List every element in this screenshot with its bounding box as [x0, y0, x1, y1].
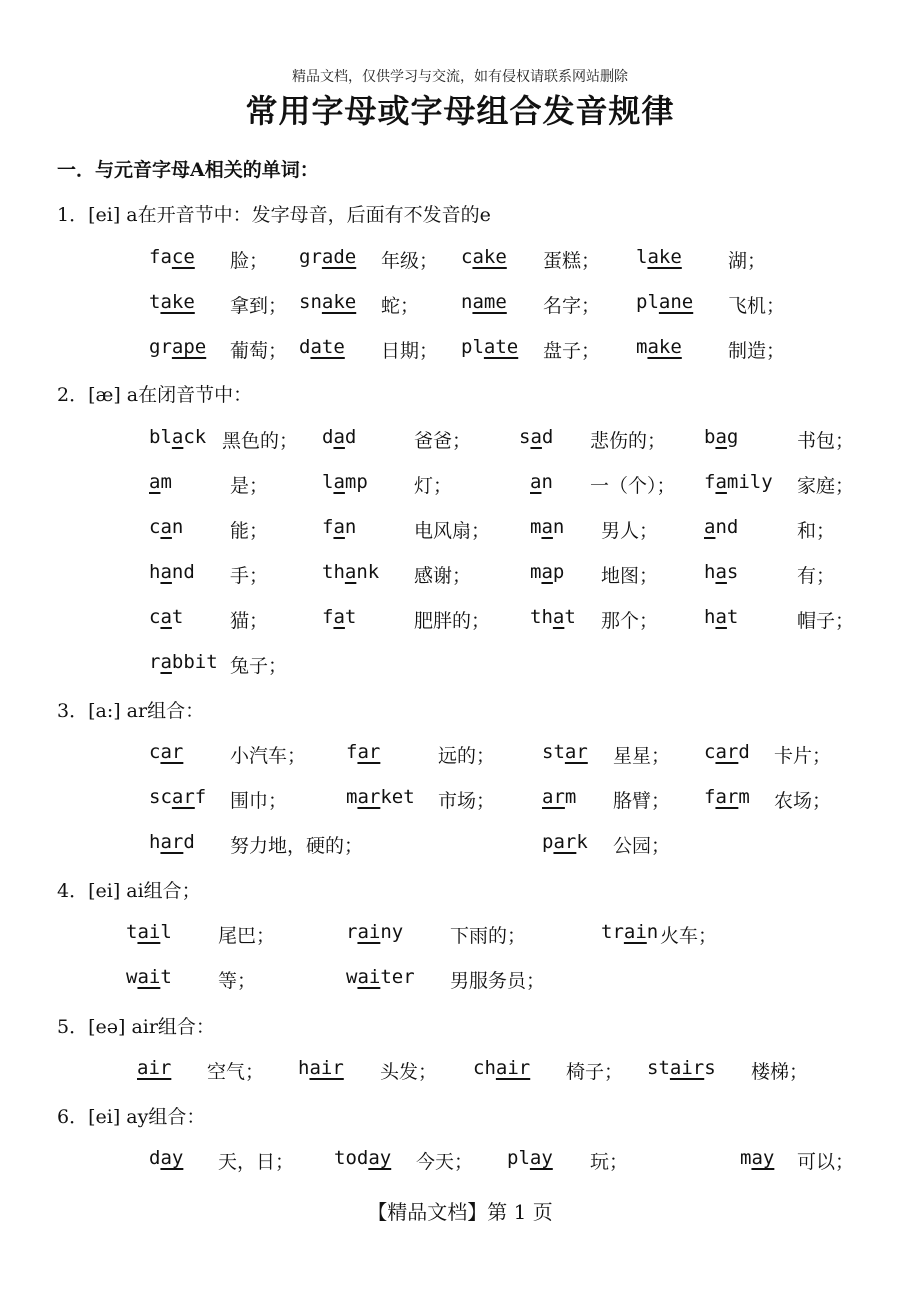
vocab-meaning: 猫；: [230, 610, 269, 632]
vocab-meaning: 玩；: [590, 1151, 629, 1173]
underlined-letters: a: [333, 516, 345, 538]
vocab-meaning: 农场；: [774, 790, 832, 812]
vocab-meaning: 尾巴；: [218, 925, 276, 947]
vocab-word: fan: [322, 516, 357, 538]
vocab-word: plate: [461, 336, 519, 358]
vocab-word: waiter: [346, 966, 415, 988]
underlined-letters: ar: [564, 741, 588, 763]
vocab-meaning: 脸；: [230, 250, 269, 272]
item-heading: 6．[ei] ay组合：: [57, 1106, 206, 1128]
underlined-letters: ai: [137, 966, 161, 988]
vocab-meaning: 葡萄；: [230, 340, 288, 362]
vocab-meaning: 帽子；: [797, 610, 855, 632]
vocab-meaning: 等；: [218, 970, 257, 992]
vocab-word: rabbit: [149, 651, 218, 673]
underlined-letters: ar: [553, 831, 577, 853]
vocab-word: train: [601, 921, 659, 943]
vocab-word: lake: [636, 246, 682, 268]
vocab-word: rainy: [346, 921, 404, 943]
vocab-word: market: [346, 786, 415, 808]
vocab-meaning: 小汽车；: [230, 745, 307, 767]
vocab-word: far: [346, 741, 381, 763]
underlined-letters: ape: [171, 336, 207, 358]
underlined-letters: a: [344, 561, 357, 583]
underlined-letters: a: [530, 426, 542, 448]
underlined-letters: ar: [542, 786, 565, 808]
item-heading: 3．[a:] ar组合：: [57, 700, 205, 722]
vocab-meaning: 手；: [230, 565, 269, 587]
vocab-word: hard: [149, 831, 195, 853]
vocab-word: cake: [461, 246, 507, 268]
vocab-word: am: [149, 471, 172, 493]
vocab-word: card: [704, 741, 750, 763]
vocab-meaning: 蛇；: [381, 295, 420, 317]
vocab-meaning: 肥胖的；: [414, 610, 491, 632]
underlined-letters: air: [137, 1057, 172, 1079]
vocab-word: day: [149, 1147, 184, 1169]
vocab-word: tail: [126, 921, 172, 943]
vocab-word: plane: [636, 291, 694, 313]
vocab-word: today: [334, 1147, 392, 1169]
vocab-word: make: [636, 336, 682, 358]
underlined-letters: ay: [529, 1147, 553, 1169]
underlined-letters: a: [333, 606, 345, 628]
vocab-meaning: 围巾；: [230, 790, 288, 812]
vocab-word: man: [530, 516, 565, 538]
vocab-word: date: [299, 336, 345, 358]
vocab-meaning: 那个；: [601, 610, 659, 632]
vocab-meaning: 兔子；: [230, 655, 288, 677]
page-title: 常用字母或字母组合发音规律: [245, 92, 675, 130]
underlined-letters: a: [160, 606, 172, 628]
underlined-letters: air: [309, 1057, 344, 1079]
underlined-letters: ai: [357, 966, 381, 988]
vocab-meaning: 蛋糕；: [543, 250, 601, 272]
underlined-letters: a: [530, 471, 542, 493]
vocab-meaning: 和；: [797, 520, 836, 542]
vocab-word: farm: [704, 786, 750, 808]
vocab-word: black: [149, 426, 207, 448]
underlined-letters: a: [333, 426, 345, 448]
vocab-word: arm: [542, 786, 577, 808]
underlined-letters: ane: [658, 291, 694, 313]
underlined-letters: a: [541, 561, 553, 583]
underlined-letters: ake: [321, 291, 357, 313]
vocab-meaning: 卡片；: [774, 745, 832, 767]
underlined-letters: a: [715, 426, 727, 448]
vocab-meaning: 胳臂；: [613, 790, 671, 812]
vocab-meaning: 远的；: [438, 745, 496, 767]
vocab-meaning: 男服务员；: [450, 970, 546, 992]
underlined-letters: a: [160, 516, 172, 538]
underlined-letters: a: [160, 561, 172, 583]
item-heading: 2．[æ] a在闭音节中：: [57, 384, 253, 406]
vocab-meaning: 家庭；: [797, 475, 855, 497]
underlined-letters: ake: [472, 246, 507, 268]
underlined-letters: ame: [472, 291, 507, 313]
vocab-meaning: 火车；: [660, 925, 718, 947]
vocab-word: scarf: [149, 786, 207, 808]
vocab-word: cat: [149, 606, 184, 628]
vocab-meaning: 盘子；: [543, 340, 601, 362]
vocab-word: family: [704, 471, 773, 493]
underlined-letters: ar: [357, 741, 381, 763]
vocab-meaning: 天，日；: [218, 1151, 295, 1173]
vocab-meaning: 飞机；: [728, 295, 786, 317]
vocab-word: hair: [298, 1057, 344, 1079]
vocab-word: hand: [149, 561, 195, 583]
vocab-meaning: 下雨的；: [450, 925, 527, 947]
underlined-letters: a: [160, 651, 172, 673]
vocab-meaning: 努力地，硬的；: [230, 835, 364, 857]
underlined-letters: a: [171, 426, 184, 448]
vocab-meaning: 是；: [230, 475, 269, 497]
underlined-letters: a: [333, 471, 345, 493]
vocab-word: take: [149, 291, 195, 313]
underlined-letters: a: [715, 471, 727, 493]
vocab-meaning: 爸爸；: [414, 430, 472, 452]
vocab-word: car: [149, 741, 184, 763]
vocab-word: that: [530, 606, 576, 628]
underlined-letters: ade: [321, 246, 357, 268]
item-heading: 5．[eə] air组合：: [57, 1016, 215, 1038]
vocab-meaning: 可以；: [797, 1151, 855, 1173]
vocab-meaning: 椅子；: [566, 1061, 624, 1083]
vocab-word: play: [507, 1147, 553, 1169]
underlined-letters: ake: [647, 246, 682, 268]
vocab-meaning: 空气；: [207, 1061, 265, 1083]
vocab-meaning: 制造；: [728, 340, 786, 362]
underlined-letters: ar: [160, 831, 184, 853]
underlined-letters: ar: [357, 786, 381, 808]
vocab-word: and: [704, 516, 739, 538]
vocab-word: grade: [299, 246, 357, 268]
vocab-word: snake: [299, 291, 357, 313]
vocab-word: dad: [322, 426, 357, 448]
underlined-letters: air: [669, 1057, 705, 1079]
vocab-meaning: 今天；: [416, 1151, 474, 1173]
vocab-word: has: [704, 561, 739, 583]
underlined-letters: a: [704, 516, 716, 538]
underlined-letters: ai: [623, 921, 647, 943]
vocab-meaning: 年级；: [381, 250, 439, 272]
underlined-letters: ay: [368, 1147, 392, 1169]
vocab-word: wait: [126, 966, 172, 988]
vocab-word: stairs: [647, 1057, 716, 1079]
vocab-meaning: 一（个）；: [590, 475, 676, 497]
vocab-meaning: 灯；: [414, 475, 453, 497]
vocab-meaning: 黑色的；: [222, 430, 299, 452]
vocab-word: sad: [519, 426, 554, 448]
vocab-word: lamp: [322, 471, 368, 493]
underlined-letters: ar: [715, 786, 739, 808]
vocab-word: park: [542, 831, 588, 853]
vocab-word: name: [461, 291, 507, 313]
underlined-letters: ar: [160, 741, 184, 763]
vocab-meaning: 公园；: [613, 835, 671, 857]
underlined-letters: ay: [751, 1147, 775, 1169]
header-note: 精品文档，仅供学习与交流，如有侵权请联系网站删除: [292, 69, 628, 85]
underlined-letters: a: [541, 516, 553, 538]
section-title: 一．与元音字母A相关的单词：: [57, 159, 319, 181]
underlined-letters: ate: [483, 336, 519, 358]
vocab-meaning: 市场；: [438, 790, 496, 812]
vocab-meaning: 头发；: [380, 1061, 438, 1083]
underlined-letters: ai: [357, 921, 381, 943]
vocab-word: star: [542, 741, 588, 763]
vocab-word: can: [149, 516, 184, 538]
vocab-meaning: 悲伤的；: [590, 430, 667, 452]
vocab-meaning: 男人；: [601, 520, 659, 542]
vocab-meaning: 有；: [797, 565, 836, 587]
vocab-word: [137, 1057, 171, 1079]
vocab-meaning: 日期；: [381, 340, 439, 362]
vocab-word: hat: [704, 606, 739, 628]
vocab-word: fat: [322, 606, 357, 628]
vocab-word: an: [530, 471, 553, 493]
vocab-word: may: [740, 1147, 775, 1169]
underlined-letters: a: [715, 606, 727, 628]
underlined-letters: a: [149, 471, 161, 493]
underlined-letters: air: [495, 1057, 531, 1079]
vocab-meaning: 地图；: [601, 565, 659, 587]
vocab-word: face: [149, 246, 195, 268]
underlined-letters: ce: [171, 246, 195, 268]
vocab-meaning: 拿到；: [230, 295, 288, 317]
vocab-word: thank: [322, 561, 380, 583]
underlined-letters: ai: [137, 921, 161, 943]
vocab-word: chair: [473, 1057, 531, 1079]
vocab-meaning: 能；: [230, 520, 269, 542]
underlined-letters: ar: [171, 786, 195, 808]
item-heading: 4．[ei] ai组合；: [57, 880, 201, 902]
item-heading: 1．[ei] a在开音节中：发字母音，后面有不发音的e: [57, 204, 491, 226]
underlined-letters: ake: [647, 336, 682, 358]
vocab-word: grape: [149, 336, 207, 358]
vocab-word: bag: [704, 426, 739, 448]
underlined-letters: ar: [715, 741, 739, 763]
vocab-meaning: 湖；: [728, 250, 767, 272]
vocab-meaning: 电风扇；: [414, 520, 491, 542]
vocab-word: map: [530, 561, 565, 583]
vocab-meaning: 感谢；: [414, 565, 472, 587]
underlined-letters: ake: [160, 291, 195, 313]
underlined-letters: ay: [160, 1147, 184, 1169]
vocab-meaning: 书包；: [797, 430, 855, 452]
underlined-letters: a: [715, 561, 727, 583]
vocab-meaning: 名字；: [543, 295, 601, 317]
page-footer: 【精品文档】第 1 页: [367, 1200, 553, 1224]
vocab-meaning: 楼梯；: [751, 1061, 809, 1083]
vocab-meaning: 星星；: [613, 745, 671, 767]
underlined-letters: ate: [310, 336, 345, 358]
underlined-letters: a: [552, 606, 565, 628]
